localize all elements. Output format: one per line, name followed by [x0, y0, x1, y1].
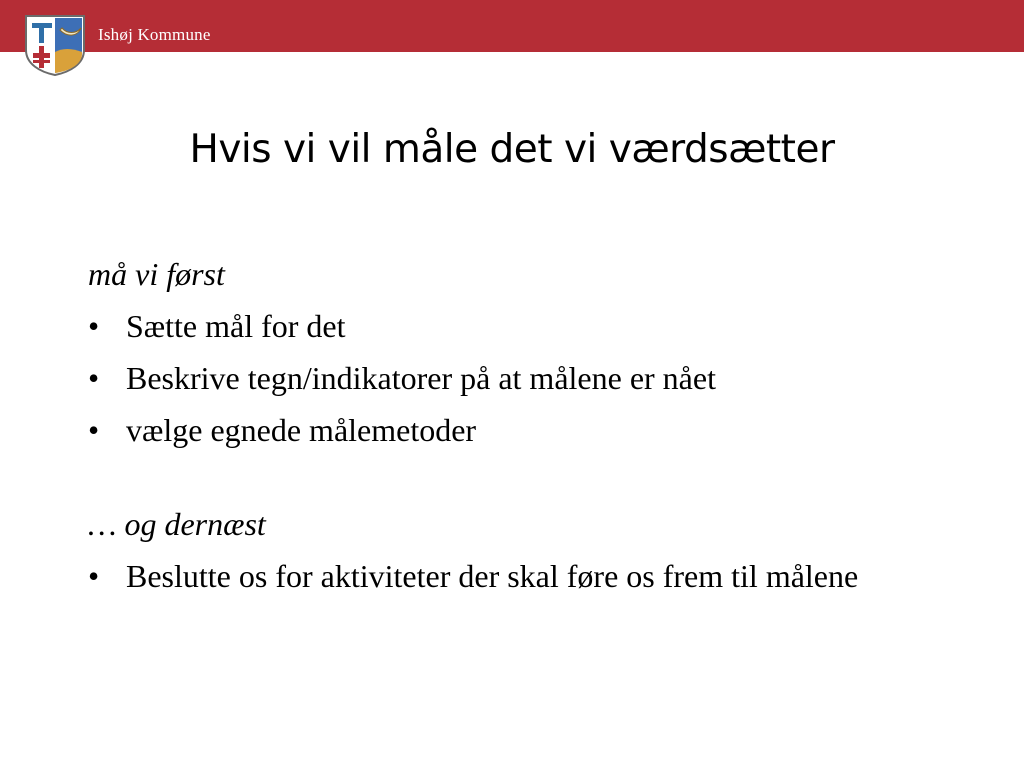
list-item	[88, 356, 948, 400]
bullet-icon: •	[88, 412, 100, 448]
org-name: Ishøj Kommune	[98, 25, 211, 44]
bullet-list-first	[88, 304, 948, 452]
bullet-icon: •	[88, 558, 100, 594]
list-item	[88, 304, 948, 348]
slide-content	[88, 252, 948, 606]
bullet-icon: •	[88, 360, 100, 396]
bullet-list-second	[88, 554, 948, 598]
bullet-text: vælge egnede målemetoder	[126, 412, 477, 448]
coat-of-arms-icon	[22, 14, 88, 76]
bullet-text: Beskrive tegn/indikatorer på at målene er nået	[126, 360, 716, 396]
list-item	[88, 554, 948, 598]
bullet-text: Beslutte os for aktiviteter der skal føre os frem til målene	[126, 558, 859, 594]
section-intro-first: må vi først	[88, 256, 225, 292]
list-item	[88, 408, 948, 452]
slide-title: Hvis vi vil måle det vi værdsætter	[189, 127, 835, 172]
bullet-icon: •	[88, 308, 100, 344]
section-intro-second: … og dernæst	[88, 506, 266, 542]
bullet-text: Sætte mål for det	[126, 308, 346, 344]
